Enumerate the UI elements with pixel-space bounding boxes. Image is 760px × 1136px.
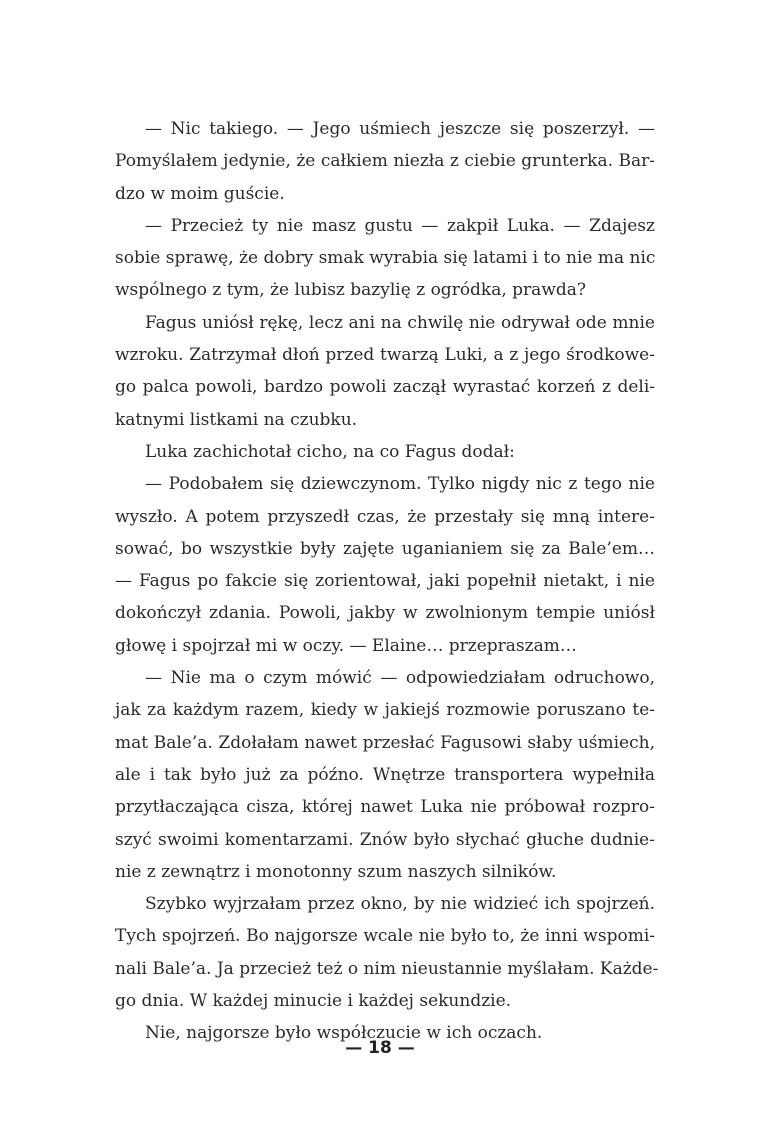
text-line: wspólnego z tym, że lubisz bazylię z ogródka, prawda? bbox=[115, 280, 587, 301]
text-line: sobie sprawę, że dobry smak wyrabia się latami i to nie ma nic bbox=[115, 248, 656, 269]
text-line: go palca powoli, bardzo powoli zaczął wyrastać korzeń z deli- bbox=[115, 377, 655, 398]
page-number: — 18 — bbox=[345, 1038, 415, 1058]
text-line: — Przecież ty nie masz gustu — zakpił Luka. — Zdajesz bbox=[145, 215, 655, 236]
text-line: — Nie ma o czym mówić — odpowiedziałam odruchowo, bbox=[145, 668, 655, 689]
text-line: — Podobałem się dziewczynom. Tylko nigdy nic z tego nie bbox=[145, 474, 655, 495]
text-line: Luka zachichotał cicho, na co Fagus dodał: bbox=[145, 441, 515, 462]
text-line: sować, bo wszystkie były zajęte uganianiem się za Bale’em… bbox=[115, 538, 655, 559]
text-line: go dnia. W każdej minucie i każdej sekundzie. bbox=[115, 991, 512, 1012]
text-line: Nie, najgorsze było współczucie w ich oczach. bbox=[145, 1023, 543, 1044]
text-line: jak za każdym razem, kiedy w jakiejś rozmowie poruszano te- bbox=[115, 700, 655, 721]
text-line: wzroku. Zatrzymał dłoń przed twarzą Luki, a z jego środkowe- bbox=[115, 345, 655, 366]
text-line: nie z zewnątrz i monotonny szum naszych silników. bbox=[115, 861, 557, 882]
text-line: wyszło. A potem przyszedł czas, że przestały się mną intere- bbox=[115, 506, 655, 527]
text-line: przytłaczająca cisza, której nawet Luka nie próbował rozpro- bbox=[115, 797, 655, 818]
text-line: Fagus uniósł rękę, lecz ani na chwilę nie odrywał ode mnie bbox=[145, 312, 655, 333]
text-line: szyć swoimi komentarzami. Znów było słychać głuche dudnie- bbox=[115, 829, 655, 850]
text-line: Tych spojrzeń. Bo najgorsze wcale nie było to, że inni wspomi- bbox=[115, 926, 655, 947]
text-line: głowę i spojrzał mi w oczy. — Elaine… przepraszam… bbox=[115, 635, 577, 656]
text-line: nali Bale’a. Ja przecież też o nim nieustannie myślałam. Każde- bbox=[115, 958, 659, 979]
text-line: — Fagus po fakcie się zorientował, jaki popełnił nietakt, i nie bbox=[115, 571, 655, 592]
text-line: dzo w moim guście. bbox=[115, 183, 285, 204]
text-line: Pomyślałem jedynie, że całkiem niezła z ciebie grunterka. Bar- bbox=[115, 151, 655, 172]
text-line: — Nic takiego. — Jego uśmiech jeszcze się poszerzył. — bbox=[145, 119, 655, 139]
text-line: katnymi listkami na czubku. bbox=[115, 409, 358, 430]
text-line: mat Bale’a. Zdołałam nawet przesłać Fagusowi słaby uśmiech, bbox=[115, 732, 655, 753]
text-line: dokończył zdania. Powoli, jakby w zwolnionym tempie uniósł bbox=[115, 603, 655, 624]
text-line: ale i tak było już za późno. Wnętrze transportera wypełniła bbox=[115, 764, 655, 785]
text-line: Szybko wyjrzałam przez okno, by nie widzieć ich spojrzeń. bbox=[145, 894, 655, 915]
body-text bbox=[115, 113, 659, 1050]
